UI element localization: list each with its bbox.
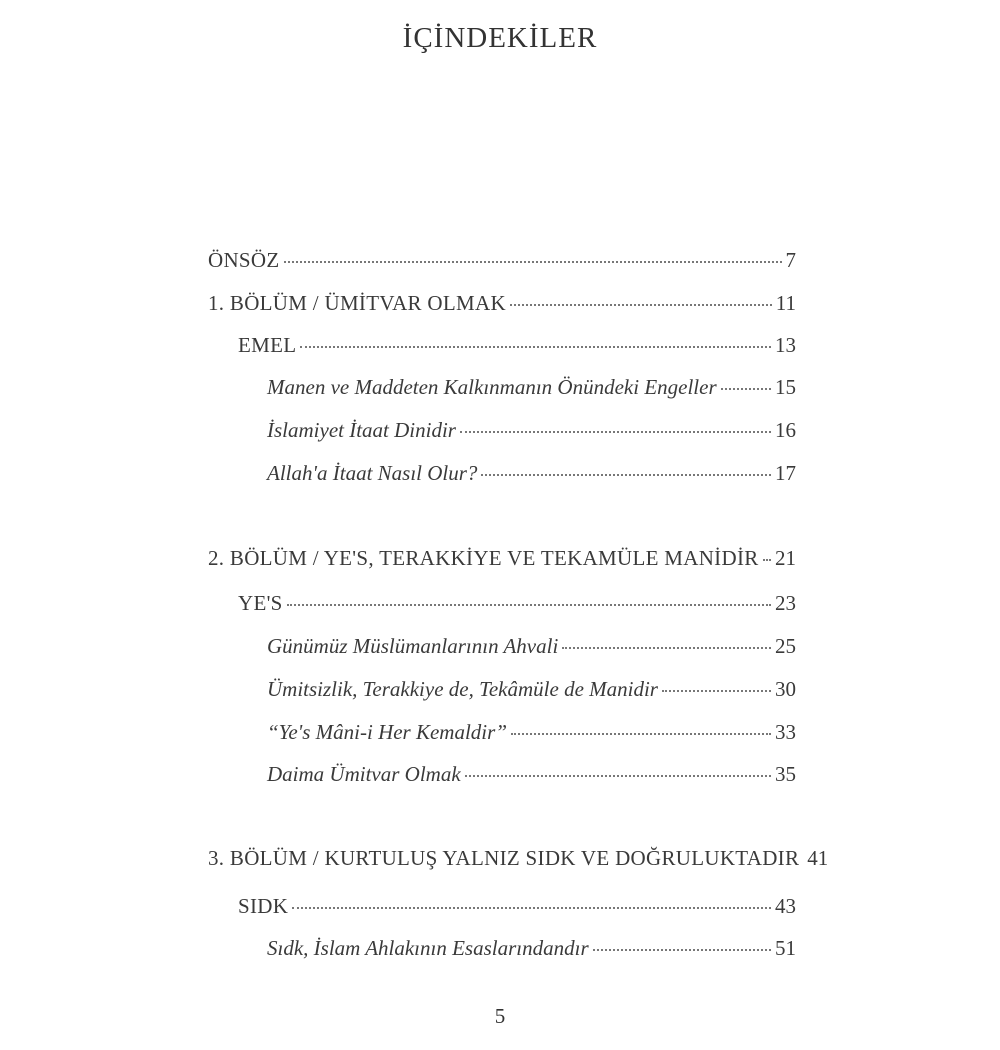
toc-entry (267, 375, 796, 405)
toc-entry-page: 17 (775, 461, 796, 485)
toc-leader-dots (481, 473, 771, 476)
toc-leader-dots (465, 774, 771, 777)
page-number: 5 (494, 1004, 506, 1028)
toc-leader-dots (763, 558, 771, 561)
toc-entry (267, 720, 796, 750)
toc-entry (267, 762, 796, 792)
toc-entry (238, 591, 796, 621)
toc-entry-page: 30 (775, 677, 796, 701)
toc-entry-label: EMEL (238, 333, 297, 357)
toc-entry-page: 35 (775, 762, 796, 786)
toc-entry (267, 677, 796, 707)
toc-leader-dots (562, 646, 771, 649)
toc-entry-label: YE'S (238, 591, 283, 615)
toc-leader-dots (284, 260, 782, 263)
toc-entry-label: Sıdk, İslam Ahlakının Esaslarındandır (267, 936, 589, 960)
toc-leader-dots (721, 387, 771, 390)
toc-entry-page: 23 (775, 591, 796, 615)
toc-entry-label: 3. BÖLÜM / KURTULUŞ YALNIZ SIDK VE DOĞRULUKTADIR (208, 846, 800, 870)
toc-entry-page: 16 (775, 418, 796, 442)
toc-entry-page: 13 (775, 333, 796, 357)
toc-entry-label: ÖNSÖZ (208, 248, 280, 272)
toc-entry-page: 25 (775, 634, 796, 658)
toc-entry (208, 291, 796, 321)
toc-entry (238, 894, 796, 924)
toc-entry-label: Manen ve Maddeten Kalkınmanın Önündeki Engeller (267, 375, 717, 399)
toc-entry-page: 7 (785, 248, 796, 272)
toc-entry-label: Ümitsizlik, Terakkiye de, Tekâmüle de Manidir (267, 677, 658, 701)
toc-entry-label: SIDK (238, 894, 289, 918)
toc-entry (267, 936, 796, 966)
toc-entry-label: İslamiyet İtaat Dinidir (267, 418, 456, 442)
toc-entry-page: 43 (775, 894, 796, 918)
toc-entry (267, 634, 796, 664)
toc-entry-page: 15 (775, 375, 796, 399)
toc-entry-label: Allah'a İtaat Nasıl Olur? (267, 461, 478, 485)
toc-leader-dots (460, 430, 771, 433)
toc-entry-label: “Ye's Mâni-i Her Kemaldir” (267, 720, 507, 744)
page-title: İÇİNDEKİLER (402, 22, 598, 54)
toc-entry (208, 248, 796, 278)
toc-entry-page: 11 (775, 291, 796, 315)
toc-entry-page: 41 (807, 846, 829, 870)
toc-entry-page: 21 (775, 546, 796, 570)
toc-leader-dots (510, 303, 772, 306)
toc-leader-dots (287, 603, 771, 606)
toc-entry (208, 846, 829, 876)
toc-entry-label: Günümüz Müslümanlarının Ahvali (267, 634, 559, 658)
toc-entry (267, 418, 796, 448)
toc-leader-dots (292, 906, 771, 909)
toc-leader-dots (511, 732, 771, 735)
toc-entry (208, 546, 796, 576)
toc-leader-dots (300, 345, 771, 348)
toc-entry-page: 33 (775, 720, 796, 744)
toc-entry-label: 1. BÖLÜM / ÜMİTVAR OLMAK (208, 291, 506, 315)
toc-entry (238, 333, 796, 363)
toc-entry-label: 2. BÖLÜM / YE'S, TERAKKİYE VE TEKAMÜLE MANİDİR (208, 546, 759, 570)
toc-entry-label: Daima Ümitvar Olmak (267, 762, 461, 786)
toc-leader-dots (593, 948, 771, 951)
toc-entry (267, 461, 796, 491)
toc-leader-dots (662, 689, 771, 692)
toc-entry-page: 51 (775, 936, 796, 960)
